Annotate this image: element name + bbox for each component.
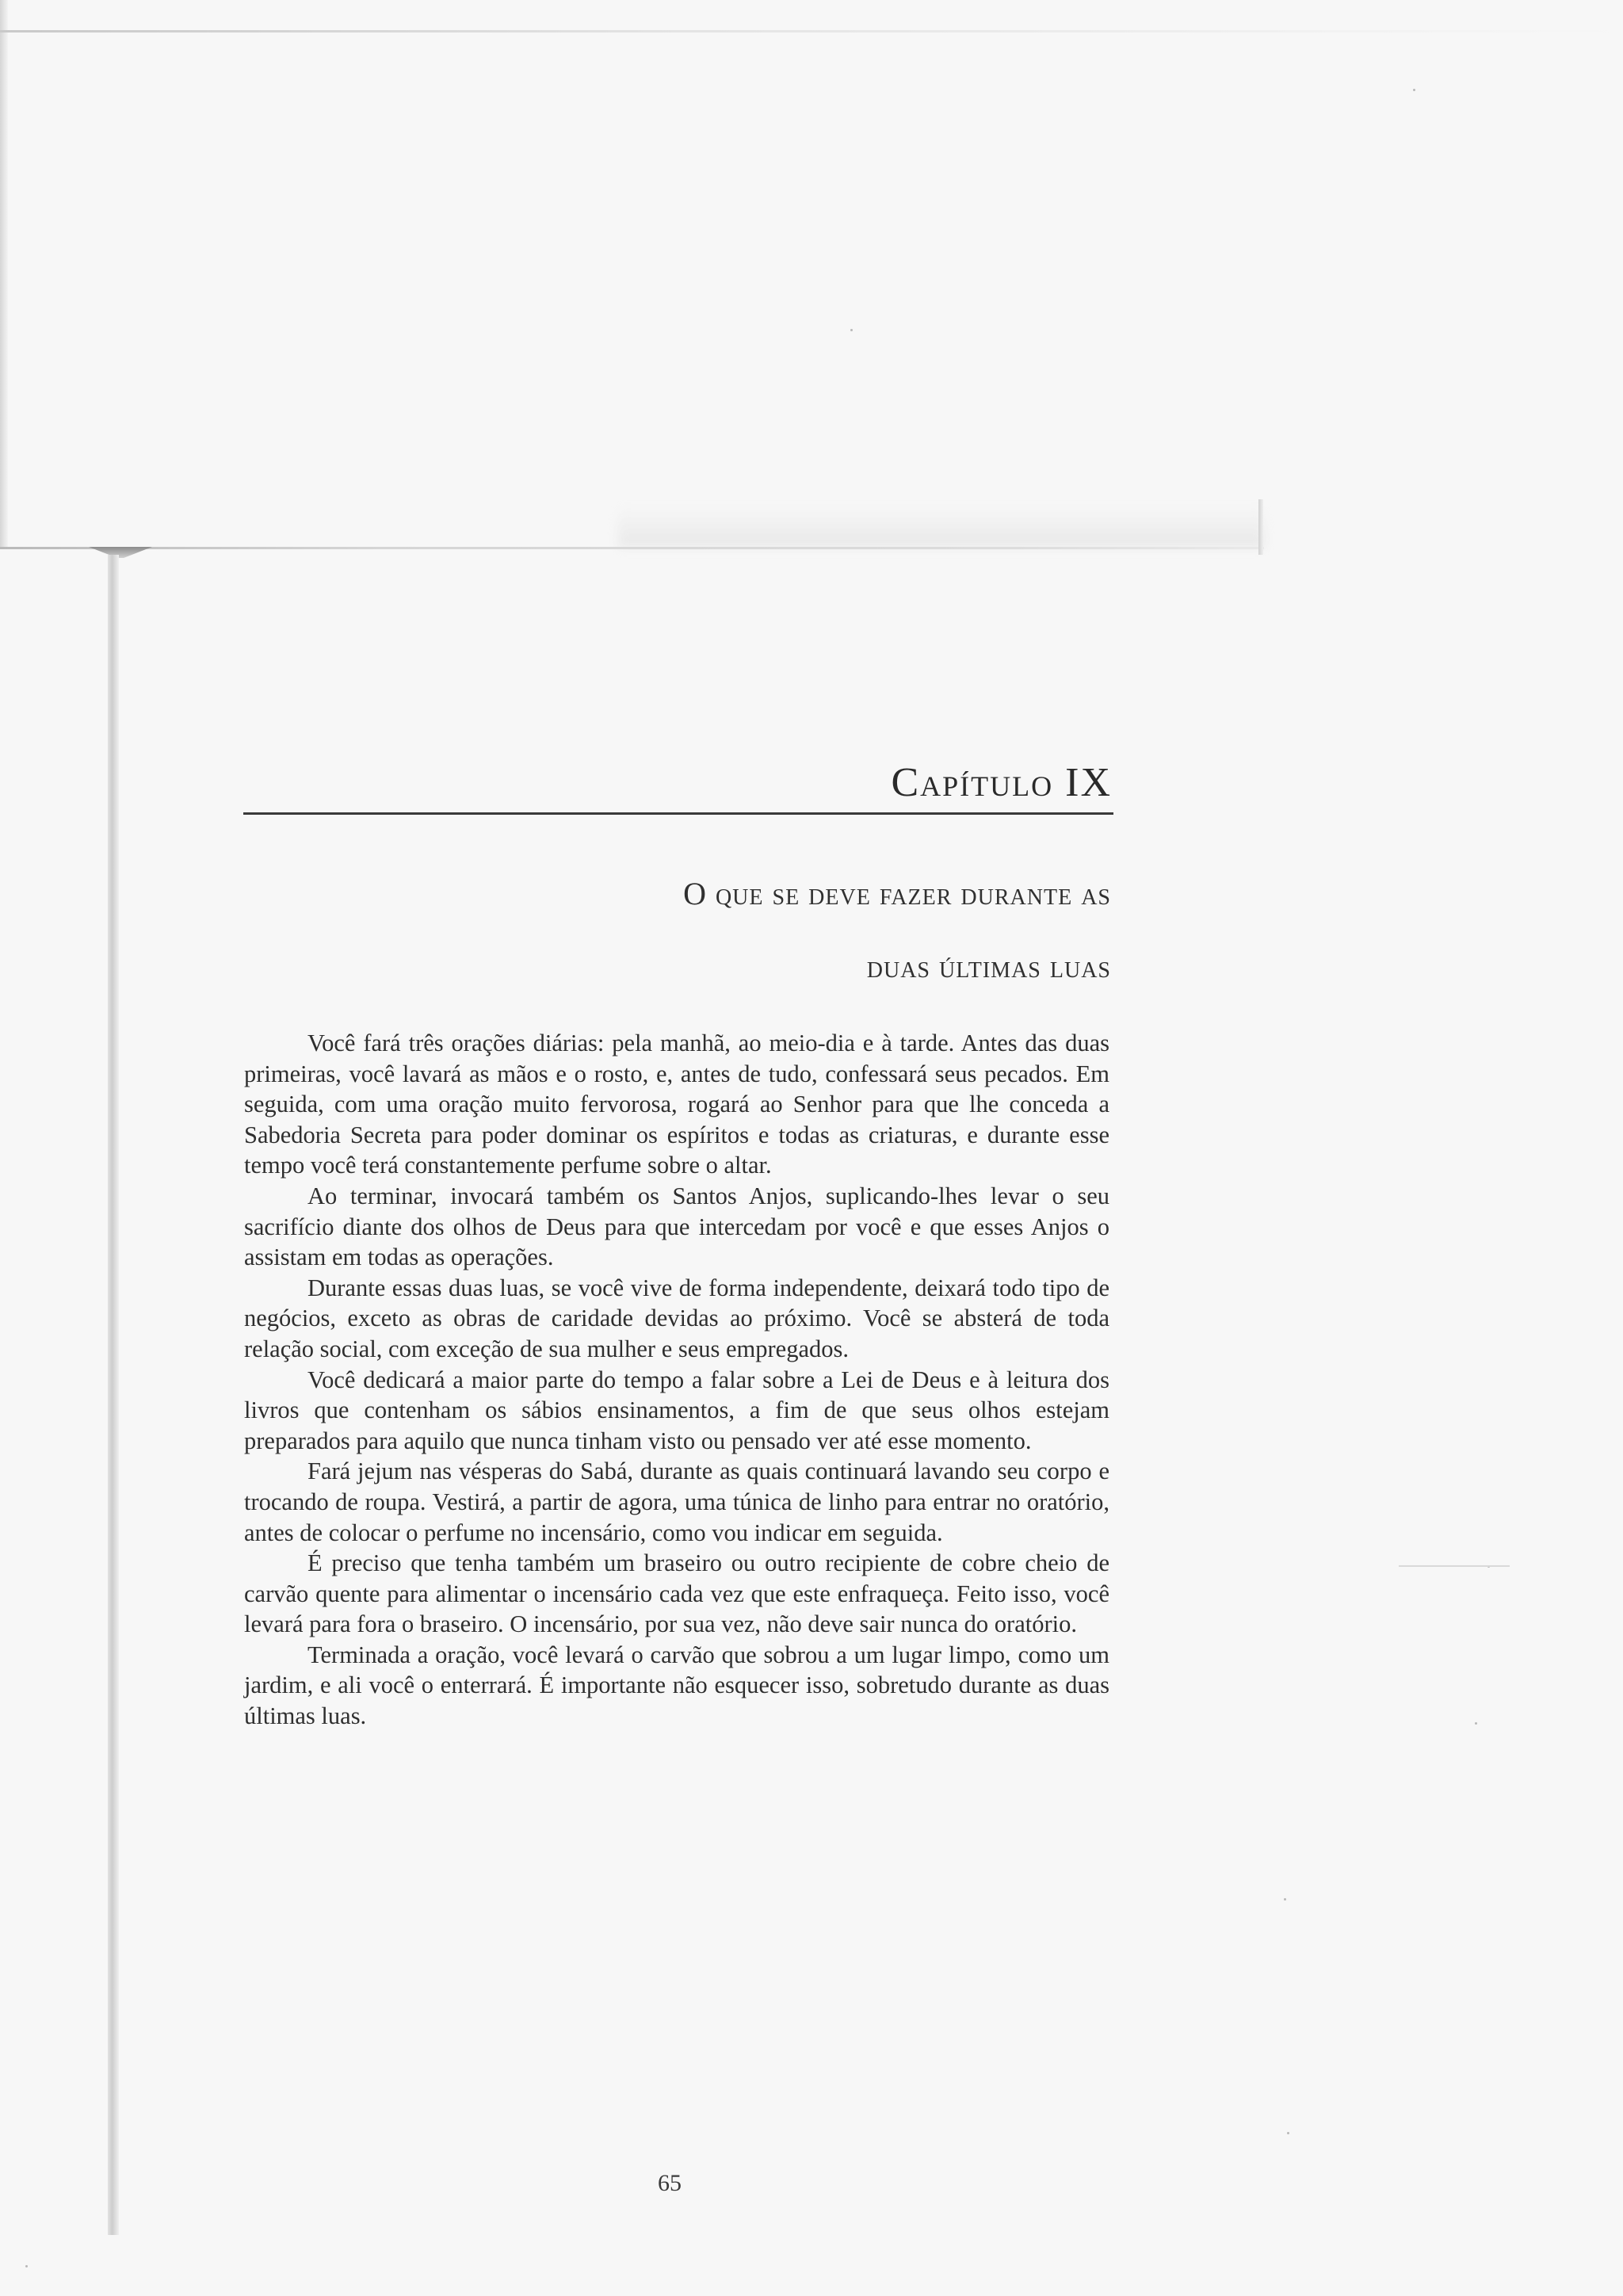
book-spine (108, 555, 119, 2235)
paragraph: Durante essas duas luas, se você vive de forma independente, deixará todo tipo de negócios, exceto as obras de caridade devidas ao próximo. Você se absterá de toda relação social, com exceção de sua mulher e seus empregados. (244, 1274, 1109, 1362)
paragraph: Terminada a oração, você levará o carvão que sobrou a um lugar limpo, como um jardim, e ali você o enterrará. É importante não esquecer isso, sobretudo durante as duas últimas luas. (244, 1641, 1109, 1730)
chapter-title (398, 858, 1111, 1003)
paragraph: Você fará três orações diárias: pela manhã, ao meio-dia e à tarde. Antes das duas primeiras, você lavará as mãos e o rosto, e, antes de tudo, confessará seus pecados. Em seguida, com uma oração muito fervorosa, rogará ao Senhor para que lhe conceda a Sabedoria Secreta para poder dominar os espíritos e todas as criaturas, e durante esse tempo você terá constantemente perfume sobre o altar. (244, 1030, 1109, 1179)
chapter-title-line-2: duas últimas luas (866, 949, 1111, 984)
page-right-edge (1258, 499, 1263, 555)
page-top-smudge (618, 507, 1264, 547)
body-text (244, 1028, 1109, 1732)
heading-rule (243, 812, 1113, 815)
chapter-heading: Capítulo IX (891, 760, 1112, 805)
paragraph: Você dedicará a maior parte do tempo a falar sobre a Lei de Deus e à leitura dos livros que contenham os sábios ensinamentos, a fim de que seus olhos estejam preparados para aquilo que nunca tinham visto ou pensado ver até esse momento. (244, 1366, 1109, 1454)
page-number: 65 (658, 2170, 682, 2196)
scan-edge-top (0, 30, 1623, 32)
scan-shadow (0, 0, 8, 547)
chapter-title-line-1: O que se deve fazer durante as (683, 876, 1111, 911)
page-top-edge (0, 547, 1264, 549)
binding-tip (89, 547, 152, 558)
paragraph: Fará jejum nas vésperas do Sabá, durante as quais continuará lavando seu corpo e trocando de roupa. Vestirá, a partir de agora, uma túnica de linho para entrar no oratório, antes de colocar o perfume no incensário, como vou indicar em seguida. (244, 1457, 1109, 1546)
paragraph: Ao terminar, invocará também os Santos Anjos, suplicando-lhes levar o seu sacrifício diante dos olhos de Deus para que intercedam por você e que esses Anjos o assistam em todas as operações. (244, 1182, 1109, 1271)
paragraph: É preciso que tenha também um braseiro ou outro recipiente de cobre cheio de carvão quente para alimentar o incensário cada vez que este enfraqueça. Feito isso, você levará para fora o braseiro. O incensário, por sua vez, não deve sair nunca do oratório. (244, 1549, 1109, 1638)
